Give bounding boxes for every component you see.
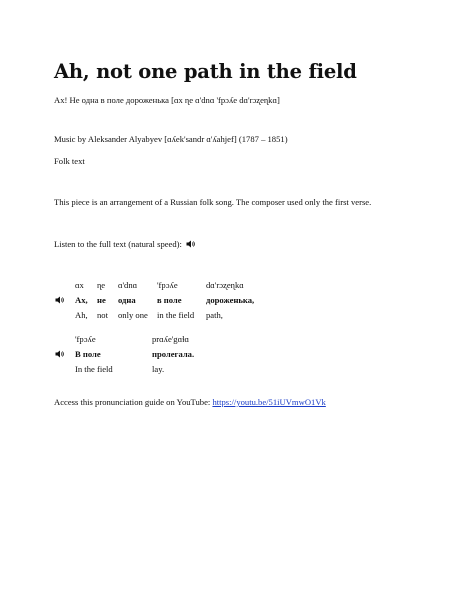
ipa-word: ɑx	[75, 280, 84, 290]
russian-word: пролегала.	[152, 349, 195, 359]
access-prefix: Access this pronunciation guide on YouTube:	[54, 397, 213, 407]
english-word: in the field	[157, 310, 195, 320]
arrangement-note: This piece is an arrangement of a Russian folk song. The composer used only the first verse.	[54, 197, 372, 207]
music-credit: Music by Aleksander Alyabyev [ɑʎek'sandr ɑ'ʎahjef] (1787 – 1851)	[54, 134, 288, 144]
ipa-word: 'fpɔʎe	[75, 334, 96, 344]
english-word: only one	[118, 310, 148, 320]
russian-word: в поле	[157, 295, 182, 305]
text-source: Folk text	[54, 156, 85, 166]
speaker-icon[interactable]	[186, 240, 195, 248]
ipa-word: prɑʎe'gɑɫɑ	[152, 334, 189, 344]
russian-word: В поле	[75, 349, 101, 359]
russian-word: дороженька,	[206, 295, 255, 305]
english-word: In the field	[75, 364, 113, 374]
english-word: not	[97, 310, 108, 320]
ipa-word: dɑ'rɔʐeɳkɑ	[206, 280, 244, 290]
english-word: path,	[206, 310, 223, 320]
ipa-word: ɳe	[97, 280, 106, 290]
youtube-link[interactable]: https://youtu.be/51iUVmwO1Vk	[212, 397, 326, 407]
ipa-word: ɑ'dnɑ	[118, 280, 138, 290]
russian-title-ipa: Ах! Не одна в поле дороженька [ɑx ɳe ɑ'dnɑ 'fpɔʎe dɑ'rɔʐeɳkɑ]	[54, 95, 280, 105]
document-page	[54, 60, 424, 407]
listen-line	[54, 238, 195, 250]
russian-word: одна	[118, 295, 136, 305]
speaker-icon[interactable]	[55, 296, 64, 304]
russian-word: Ах,	[75, 295, 88, 305]
russian-word: не	[97, 295, 106, 305]
ipa-word: 'fpɔʎe	[157, 280, 178, 290]
access-line	[54, 396, 326, 408]
speaker-icon[interactable]	[55, 350, 64, 358]
listen-label: Listen to the full text (natural speed):	[54, 239, 182, 249]
english-word: lay.	[152, 364, 165, 374]
page-title: Ah, not one path in the field	[54, 60, 357, 83]
english-word: Ah,	[75, 310, 88, 320]
